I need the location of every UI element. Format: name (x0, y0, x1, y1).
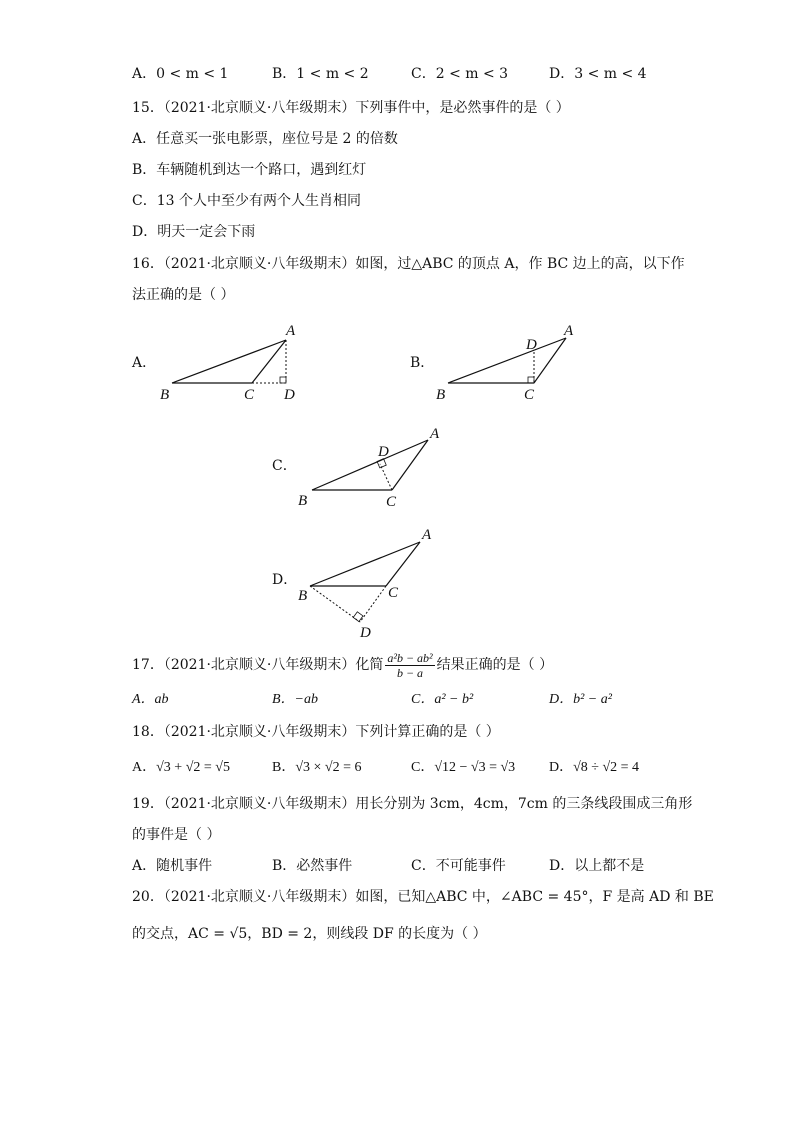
q15-option-b: B．车辆随机到达一个路口，遇到红灯 (132, 162, 367, 178)
q14-option-c: C．2 < m < 3 (411, 66, 509, 82)
q16-figure-a-label: A． (132, 355, 157, 371)
q19-option-d: D．以上都不是 (549, 858, 645, 874)
q20-stem-line1: 20．（2021·北京顺义·八年级期末）如图，已知△ABC 中，∠ABC = 45°，F 是高 AD 和 BE (132, 889, 714, 905)
fig-a-point-a: A (286, 323, 296, 339)
q15-option-c: C．13 个人中至少有两个人生肖相同 (132, 193, 361, 209)
q17-option-d: D．b² − a² (549, 692, 612, 707)
q18-option-b: B．√3 × √2 = 6 (272, 760, 362, 775)
fig-b-point-b: B (436, 387, 446, 403)
q14-option-b: B．1 < m < 2 (272, 66, 369, 82)
q16-stem-line1: 16．（2021·北京顺义·八年级期末）如图，过△ABC 的顶点 A，作 BC 边上的高，以下作 (132, 256, 685, 272)
q14-option-d: D．3 < m < 4 (549, 66, 647, 82)
q17-option-a: A．ab (132, 692, 169, 707)
q18-stem: 18．（2021·北京顺义·八年级期末）下列计算正确的是（ ） (132, 724, 500, 740)
fig-b-point-d: D (526, 337, 537, 353)
q14-option-a: A．0 < m < 1 (132, 66, 229, 82)
q15-stem: 15．（2021·北京顺义·八年级期末）下列事件中，是必然事件的是（ ） (132, 100, 570, 116)
q17-fraction (385, 651, 434, 680)
q17-option-b: B．−ab (272, 692, 318, 707)
fig-c-point-c: C (386, 494, 397, 510)
fig-d-point-c: C (388, 585, 399, 601)
fig-b-point-a: A (564, 323, 574, 339)
q16-stem-line2: 法正确的是（ ） (132, 287, 235, 303)
q15-option-a: A．任意买一张电影票，座位号是 2 的倍数 (132, 131, 398, 147)
q20-stem-line2: 的交点，AC = √5，BD = 2，则线段 DF 的长度为（ ） (132, 926, 487, 942)
q18-option-d: D．√8 ÷ √2 = 4 (549, 760, 640, 775)
q16-figure-d-label: D． (272, 572, 298, 588)
q15-option-d: D．明天一定会下雨 (132, 224, 256, 240)
q16-figure-c (294, 422, 454, 514)
fig-a-point-d: D (284, 387, 295, 403)
fig-d-point-a: A (422, 527, 432, 543)
fig-d-point-d: D (360, 625, 371, 640)
fig-d-point-b: B (298, 588, 308, 604)
q17-stem-post: 结果正确的是（ ） (436, 657, 554, 673)
q19-option-a: A．随机事件 (132, 858, 213, 874)
q19-option-c: C．不可能事件 (411, 858, 506, 874)
q16-figure-d (294, 525, 454, 640)
fig-b-point-c: C (524, 387, 535, 403)
q18-option-a: A．√3 + √2 = √5 (132, 760, 230, 775)
q19-stem-line2: 的事件是（ ） (132, 827, 221, 843)
q19-option-b: B．必然事件 (272, 858, 353, 874)
q16-figure-b-label: B． (410, 355, 435, 371)
q17-stem-pre: 17．（2021·北京顺义·八年级期末）化简 (132, 657, 384, 673)
fig-c-point-b: B (298, 493, 308, 509)
fig-a-point-b: B (160, 387, 170, 403)
q17-stem (132, 650, 553, 680)
fig-c-point-a: A (430, 426, 440, 442)
q19-stem-line1: 19．（2021·北京顺义·八年级期末）用长分别为 3cm，4cm，7cm 的三条线段围成三角形 (132, 796, 693, 812)
q17-fraction-denominator: b − a (396, 665, 424, 680)
q16-figure-a (150, 318, 310, 408)
q18-option-c: C．√12 − √3 = √3 (411, 760, 516, 775)
q16-figure-c-label: C． (272, 458, 297, 474)
q17-option-c: C．a² − b² (411, 692, 474, 707)
q16-figure-b (430, 318, 590, 408)
q17-fraction-numerator: a²b − ab² (387, 650, 433, 665)
fig-a-point-c: C (244, 387, 255, 403)
fig-c-point-d: D (378, 444, 389, 460)
